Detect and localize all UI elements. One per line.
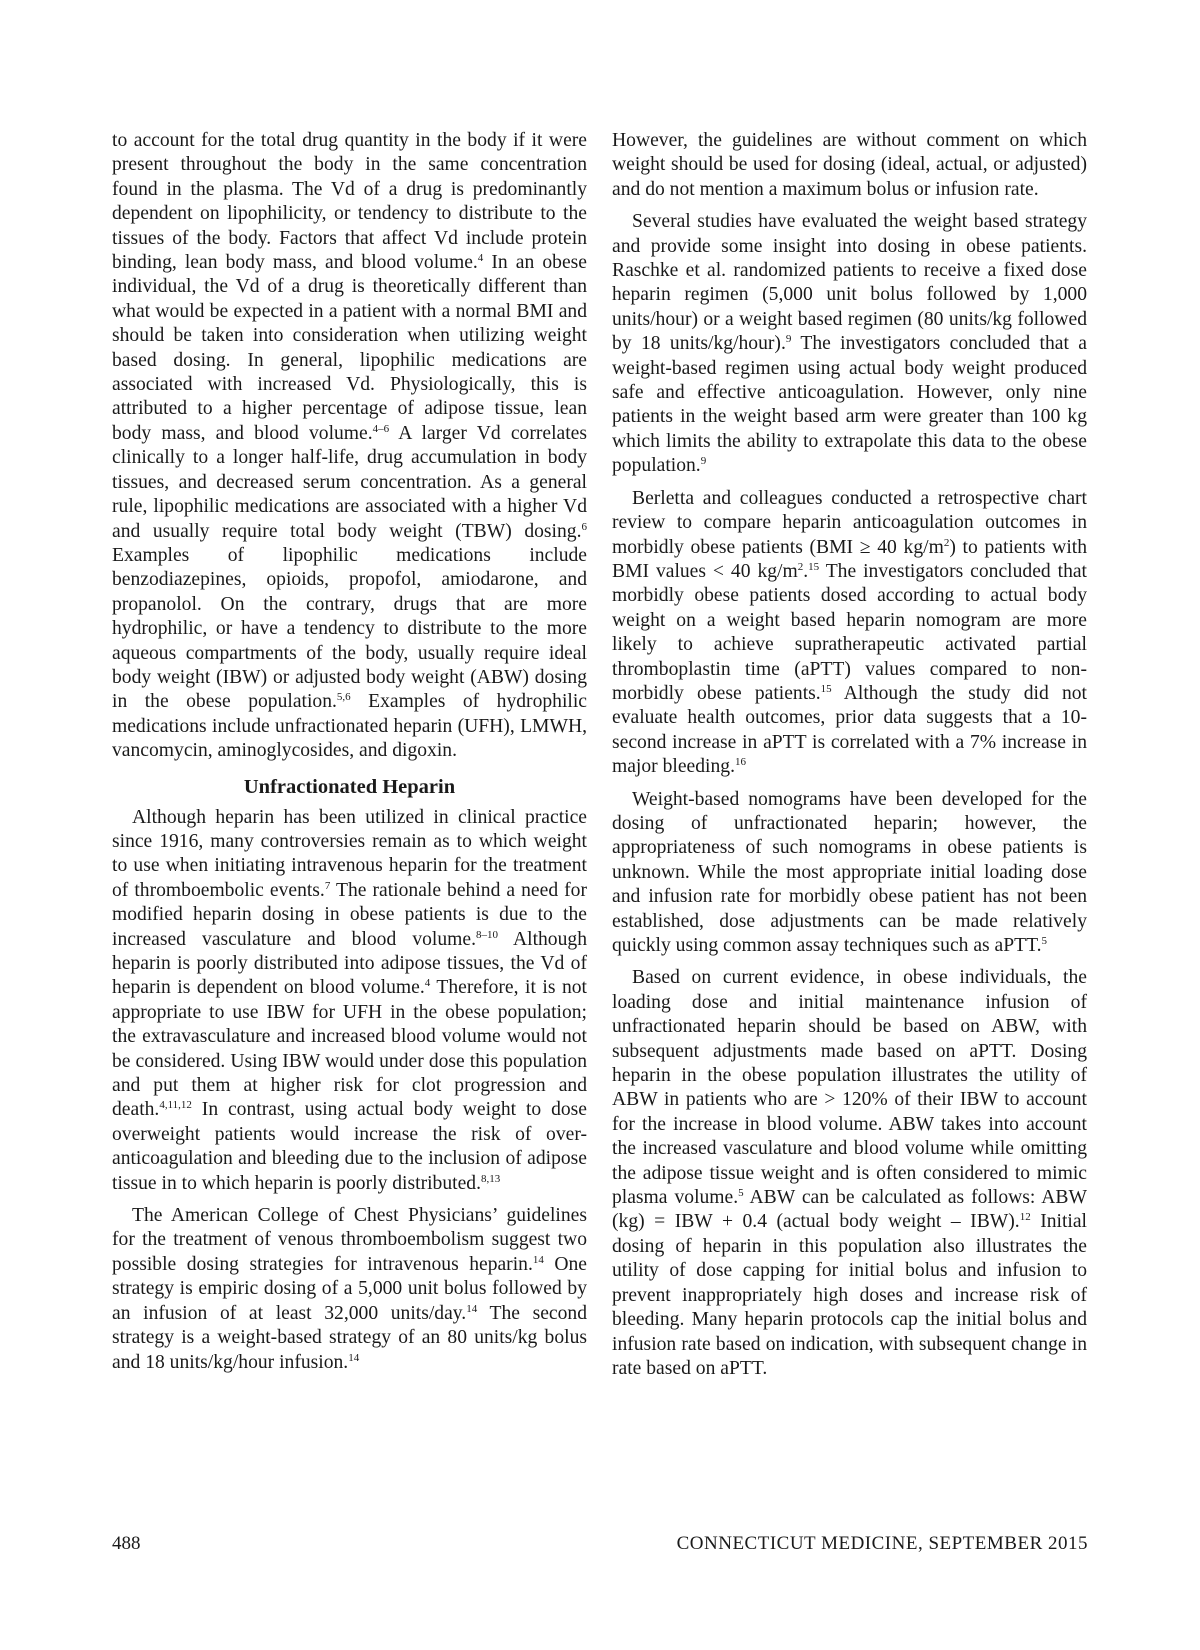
- text-run: Based on current evidence, in obese individuals, the loading dose and initial maintenance infusion of unfractionated heparin should be based on ABW, with subsequent adjustments made based on aPTT. Dosing heparin in the obese population illustrates the utility of ABW in patients who are > 120% of their IBW to account for the increase in blood volume. ABW takes into account the increased vasculature and blood volume while omitting the adipose tissue weight and is often considered to mimic plasma volume.: [612, 967, 1087, 1209]
- citation-superscript: 15: [820, 682, 832, 695]
- text-run: Initial dosing of heparin in this population also illustrates the utility of dose capping for initial bolus and infusion to prevent inappropriately high doses and increase risk of bleeding. Many heparin protocols cap the initial bolus and infusion rate based on indication, with subsequent change in rate based on aPTT.: [612, 1211, 1087, 1379]
- citation-superscript: 12: [1019, 1211, 1031, 1224]
- citation-superscript: 2: [797, 560, 804, 573]
- text-run: Although heparin is poorly distributed into adipose tissues, the Vd of heparin is dependent on blood volume.: [112, 928, 587, 999]
- citation-superscript: 4: [477, 252, 484, 265]
- text-run: The second strategy is a weight-based strategy of an 80 units/kg bolus and 18 units/kg/hour infusion.: [112, 1302, 587, 1373]
- citation-superscript: 5: [1041, 935, 1048, 947]
- citation-superscript: 14: [348, 1351, 360, 1364]
- text-run: Examples of hydrophilic medications include unfractionated heparin (UFH), LMWH, vancomycin, aminoglycosides, and digoxin.: [112, 691, 587, 762]
- citation-superscript: 4,11,12: [159, 1099, 192, 1112]
- text-run: Although the study did not evaluate health outcomes, prior data suggests that a 10-second increase in aPTT is correlated with a 7% increase in major bleeding.: [612, 682, 1088, 778]
- paragraph-nomograms: [612, 788, 1087, 959]
- paragraph-accp-guidelines: [112, 1204, 587, 1375]
- text-run: Examples of lipophilic medications include benzodiazepines, opioids, propofol, amiodarone, and propanolol. On the contrary, drugs that are more hydrophilic, or have a tendency to distribute to the more aqueous compartments of the body, usually require ideal body weight (IBW) or adjusted body weight (ABW) dosing in the obese population.: [112, 544, 587, 713]
- text-run: ) to patients with BMI values < 40 kg/m: [612, 536, 1087, 582]
- citation-superscript: 9: [700, 455, 707, 468]
- citation-superscript: 4–6: [372, 422, 390, 435]
- journal-running-footer: CONNECTICUT MEDICINE, SEPTEMBER 2015: [676, 1533, 1088, 1554]
- paragraph-abw-recommendation: [612, 966, 1087, 1381]
- citation-superscript: 14: [466, 1302, 478, 1315]
- text-run: The rationale behind a need for modified heparin dosing in obese patients is due to the increased vasculature and blood volume.: [112, 879, 587, 950]
- text-run: Weight-based nomograms have been developed for the dosing of unfractionated heparin; however, the appropriateness of such nomograms in obese patients is unknown. While the most appropriate initial loading dose and infusion rate for morbidly obese patient has not been established, dose adjustments can be made relatively quickly using common assay techniques such as aPTT.: [612, 788, 1087, 956]
- citation-superscript: 8,13: [480, 1172, 501, 1185]
- text-run: However, the guidelines are without comment on which weight should be used for dosing (ideal, actual, or adjusted) and do not mention a maximum bolus or infusion rate.: [612, 130, 1087, 200]
- text-run: ABW can be calculated as follows: ABW (kg) = IBW + 0.4 (actual body weight – IBW).: [612, 1187, 1087, 1233]
- paragraph-guidelines-weight: [612, 129, 1087, 202]
- text-run: The American College of Chest Physicians’ guidelines for the treatment of venous thromboembolism suggest two possible dosing strategies for intravenous heparin.: [112, 1205, 587, 1275]
- text-run: In contrast, using actual body weight to dose overweight patients would increase the risk of over-anticoagulation and bleeding due to the inclusion of adipose tissue in to which heparin is poorly distributed.: [112, 1099, 587, 1194]
- text-run: to account for the total drug quantity in the body if it were present throughout the body in the same concentration found in the plasma. The Vd of a drug is predominantly dependent on lipophilicity, or tendency to distribute to the tissues of the body. Factors that affect Vd include protein binding, lean body mass, and blood volume.: [112, 130, 587, 274]
- left-column: [112, 129, 587, 1375]
- citation-superscript: 4: [424, 977, 431, 990]
- citation-superscript: 9: [785, 333, 792, 346]
- text-run: Berletta and colleagues conducted a retrospective chart review to compare heparin anticoagulation outcomes in morbidly obese patients (BMI ≥ 40 kg/m: [612, 487, 1087, 558]
- text-run: Therefore, it is not appropriate to use IBW for UFH in the obese population; the extravasculature and increased blood volume would not be considered. Using IBW would under dose this population and put them at higher risk for clot progression and death.: [112, 977, 587, 1121]
- text-run: The investigators concluded that a weight-based regimen using actual body weight produced safe and effective anticoagulation. However, only nine patients in the weight based arm were greater than 100 kg which limits the ability to extrapolate this data to the obese population.: [612, 333, 1087, 477]
- text-run: One strategy is empiric dosing of a 5,000 unit bolus followed by an infusion of at least 32,000 units/day.: [112, 1253, 587, 1324]
- text-run: Although heparin has been utilized in clinical practice since 1916, many controversies remain as to which weight to use when initiating intravenous heparin for the treatment of thromboembolic events.: [112, 806, 587, 901]
- citation-superscript: 5,6: [336, 691, 351, 704]
- citation-superscript: 16: [734, 756, 746, 769]
- citation-superscript: 8–10: [476, 928, 498, 941]
- text-run: .: [803, 560, 809, 582]
- text-run: Several studies have evaluated the weight based strategy and provide some insight into dosing in obese patients. Raschke et al. randomized patients to receive a fixed dose heparin regimen (5,000 unit bolus followed by 1,000 units/hour) or a weight based regimen (80 units/kg followed by 18 units/kg/hour).: [612, 211, 1087, 355]
- text-run: A larger Vd correlates clinically to a longer half-life, drug accumulation in body tissues, and decreased serum concentration. As a general rule, lipophilic medications are associated with a higher Vd and usually require total body weight (TBW) dosing.: [112, 422, 587, 542]
- text-run: In an obese individual, the Vd of a drug is theoretically different than what would be expected in a patient with a normal BMI and should be taken into consideration when utilizing weight based dosing. In general, lipophilic medications are associated with increased Vd. Physiologically, this is attributed to a higher percentage of adipose tissue, lean body mass, and blood volume.: [112, 252, 587, 444]
- text-run: The investigators concluded that morbidly obese patients dosed according to actual body weight on a weight based heparin nomogram are more likely to achieve supratherapeutic activated partial thromboplastin time (aPTT) values compared to non-morbidly obese patients.: [612, 560, 1088, 704]
- paragraph-berletta-study: [612, 487, 1087, 780]
- paragraph-vd-lipophilicity: [112, 129, 587, 764]
- citation-superscript: 5: [738, 1187, 744, 1200]
- citation-superscript: 2: [943, 536, 950, 549]
- paragraph-raschke-study: [612, 210, 1087, 478]
- page-number: 488: [112, 1533, 141, 1554]
- citation-superscript: 15: [808, 560, 820, 573]
- right-column: [612, 129, 1087, 1381]
- citation-superscript: 7: [324, 879, 331, 892]
- paragraph-heparin-history: [112, 806, 587, 1197]
- citation-superscript: 14: [532, 1253, 544, 1266]
- citation-superscript: 6: [581, 520, 587, 533]
- section-heading: Unfractionated Heparin: [243, 775, 456, 798]
